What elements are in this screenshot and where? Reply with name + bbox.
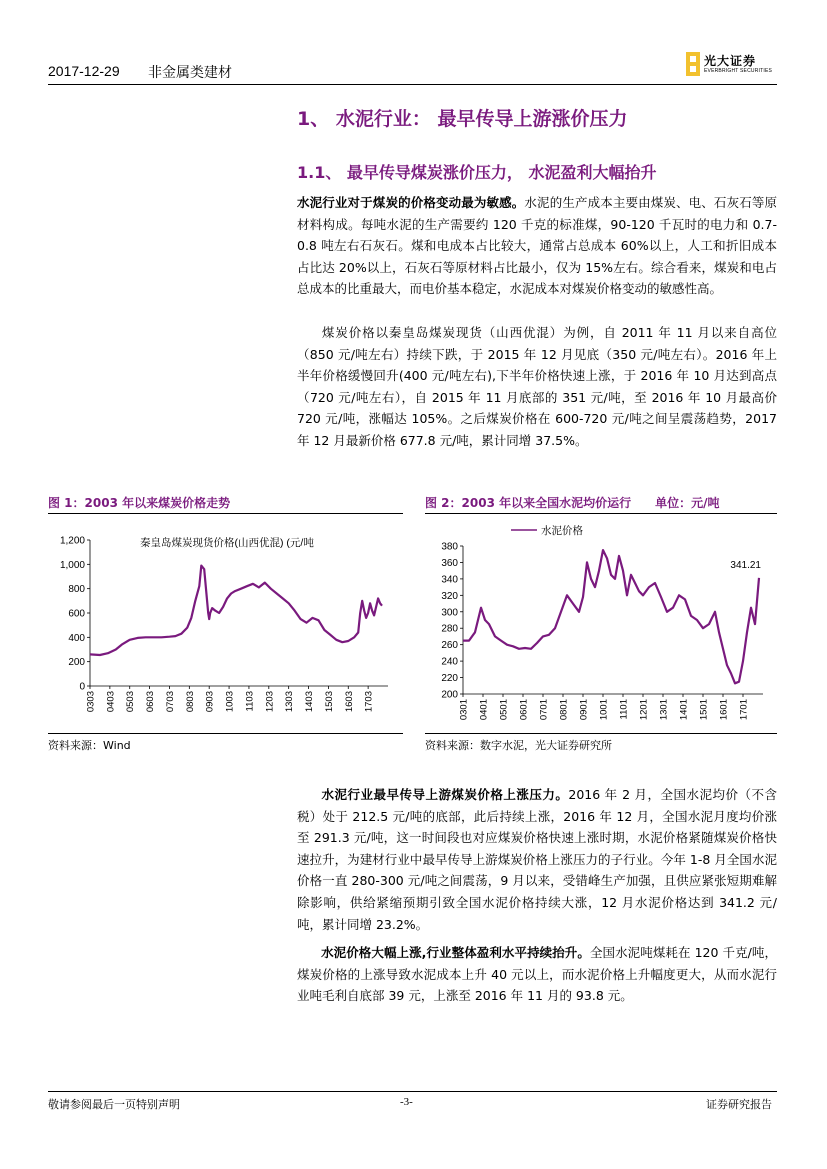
y-tick-label: 380 — [441, 541, 458, 553]
x-tick-label: 1303 — [284, 691, 296, 713]
x-tick-label: 1403 — [304, 691, 316, 713]
footer-divider — [48, 1091, 777, 1092]
x-tick-label: 1703 — [363, 691, 375, 713]
figure1-title: 图 1：2003 年以来煤炭价格走势 — [48, 496, 231, 510]
x-tick-label: 0401 — [478, 699, 490, 721]
logo-text-en: EVERBRIGHT SECURITIES — [704, 68, 773, 74]
y-tick-label: 360 — [441, 557, 458, 569]
chart-legend-label: 秦皇岛煤炭现货价格(山西优混) (元/吨 — [140, 537, 314, 549]
report-sector: 非金属类建材 — [148, 65, 232, 81]
subsection-title: 1.1、 最早传导煤炭涨价压力， 水泥盈利大幅抬升 — [297, 163, 657, 182]
y-tick-label: 280 — [441, 623, 458, 635]
paragraph-profit — [297, 942, 777, 1007]
figure1-top-rule — [48, 513, 403, 514]
x-tick-label: 0603 — [145, 691, 157, 713]
x-tick-label: 1501 — [698, 699, 710, 721]
page-number: -3- — [400, 1096, 413, 1108]
x-tick-label: 1201 — [638, 699, 650, 721]
x-tick-label: 1603 — [343, 691, 355, 713]
y-tick-label: 340 — [441, 574, 458, 586]
footer-disclaimer: 敬请参阅最后一页特别声明 — [48, 1098, 180, 1111]
x-tick-label: 1401 — [678, 699, 690, 721]
x-tick-label: 0601 — [518, 699, 530, 721]
series-line — [90, 566, 382, 655]
end-value-label: 341.21 — [730, 559, 761, 571]
paragraph-coal-price — [297, 322, 777, 452]
y-tick-label: 220 — [441, 673, 458, 685]
x-tick-label: 1101 — [618, 699, 630, 720]
logo-mark-icon — [686, 52, 700, 76]
y-tick-label: 240 — [441, 656, 458, 668]
paragraph-lead: 水泥行业对于煤炭的价格变动最为敏感。 — [297, 195, 525, 210]
paragraph-body: 全国水泥吨煤耗在 120 千克/吨，煤炭价格的上涨导致水泥成本上升 40 元以上，而水泥价格上升幅度更大，从而水泥行业吨毛利自底部 39 元，上涨至 2016 年 11 月的 93.8 元。 — [297, 945, 777, 1004]
y-tick-label: 0 — [79, 681, 85, 693]
figure2-chart — [425, 520, 777, 732]
section-title: 1、 水泥行业： 最早传导上游涨价压力 — [297, 108, 628, 130]
figure2-top-rule — [425, 513, 777, 514]
x-tick-label: 1001 — [598, 699, 610, 721]
x-tick-label: 1601 — [718, 699, 730, 721]
figure1-chart — [48, 520, 403, 732]
x-tick-label: 0903 — [204, 691, 216, 713]
paragraph-body: 2016 年 2 月，全国水泥均价（不含税）处于 212.5 元/吨的底部，此后持续上涨，2016 年 12 月，全国水泥月度均价涨至 291.3 元/吨，这一时间段也对应煤炭价格快速上涨时期，水泥价格紧随煤炭价格快速拉升，为建材行业中最早传导上游煤炭价格上涨压力的子行业。今年 1-8 月全国水泥价格一直 280-300 元/吨之间震荡，9 月以来，受错峰生产加强，且供应紧张短期难解除影响，供给紧缩预期引致全国水泥价格持续大涨，12 月水泥价格达到 341.2 元/吨，累计同增 23.2%。 — [297, 787, 777, 932]
paragraph-cement-price — [297, 784, 777, 935]
y-tick-label: 600 — [68, 608, 85, 620]
y-tick-label: 260 — [441, 640, 458, 652]
figure2-bottom-rule — [425, 733, 777, 734]
paragraph-body: 水泥的生产成本主要由煤炭、电、石灰石等原材料构成。每吨水泥的生产需要约 120 千克的标准煤，90-120 千瓦时的电力和 0.7-0.8 吨左右石灰石。煤和电成本占比较大，通常占总成本 60%以上，人工和折旧成本占比达 20%以上，石灰石等原材料占比最小，仅为 15%左右。综合看来，煤炭和电占总成本的比重最大，而电价基本稳定，水泥成本对煤炭价格变动的敏感性高。 — [297, 195, 777, 297]
y-tick-label: 1,200 — [59, 535, 85, 547]
x-tick-label: 0701 — [538, 699, 550, 721]
y-tick-label: 200 — [68, 657, 85, 669]
x-tick-label: 0801 — [558, 699, 570, 721]
x-tick-label: 0501 — [498, 699, 510, 721]
figure2-source: 资料来源：数字水泥，光大证券研究所 — [425, 739, 612, 752]
paragraph-cost-structure — [297, 192, 777, 300]
x-tick-label: 0803 — [184, 691, 196, 713]
figure2-title: 图 2：2003 年以来全国水泥均价运行 单位：元/吨 — [425, 496, 720, 510]
y-tick-label: 200 — [441, 689, 458, 701]
y-tick-label: 800 — [68, 584, 85, 596]
y-tick-label: 300 — [441, 607, 458, 619]
x-tick-label: 1103 — [244, 691, 256, 712]
x-tick-label: 1701 — [738, 699, 750, 721]
paragraph-lead: 水泥价格大幅上涨,行业整体盈利水平持续抬升。 — [321, 945, 590, 960]
figure1-source: 资料来源：Wind — [48, 739, 131, 752]
x-tick-label: 0901 — [578, 699, 590, 721]
chart-legend-label: 水泥价格 — [541, 525, 583, 537]
x-tick-label: 0301 — [458, 699, 470, 721]
series-line — [463, 550, 759, 683]
x-tick-label: 0703 — [164, 691, 176, 713]
paragraph-lead: 水泥行业最早传导上游煤炭价格上涨压力。 — [321, 787, 569, 802]
x-tick-label: 0303 — [85, 691, 97, 713]
x-tick-label: 0403 — [105, 691, 117, 713]
x-tick-label: 1503 — [323, 691, 335, 713]
logo-text-cn: 光大证券 — [704, 54, 757, 68]
x-tick-label: 1301 — [658, 699, 670, 721]
brand-logo — [686, 52, 778, 78]
figure1-bottom-rule — [48, 733, 403, 734]
y-tick-label: 1,000 — [59, 559, 85, 571]
header-divider — [48, 84, 777, 85]
x-tick-label: 0503 — [125, 691, 137, 713]
x-tick-label: 1003 — [224, 691, 236, 713]
y-tick-label: 320 — [441, 590, 458, 602]
x-tick-label: 1203 — [264, 691, 276, 713]
paragraph-body: 煤炭价格以秦皇岛煤炭现货（山西优混）为例，自 2011 年 11 月以来自高位（850 元/吨左右）持续下跌，于 2015 年 12 月见底（350 元/吨左右）。2016 年上半年价格缓慢回升(400 元/吨左右),下半年价格快速上涨，于 2016 年 10 月达到高点（720 元/吨左右），自 2015 年 11 月底部的 351 元/吨，至 2016 年 10 月最高价 720 元/吨，涨幅达 105%。之后煤炭价格在 600-720 元/吨之间呈震荡趋势，2017 年 12 月最新价格 677.8 元/吨，累计同增 37.5%。 — [297, 325, 777, 448]
y-tick-label: 400 — [68, 632, 85, 644]
footer-report-type: 证券研究报告 — [706, 1098, 772, 1111]
report-date: 2017-12-29 — [48, 63, 120, 79]
